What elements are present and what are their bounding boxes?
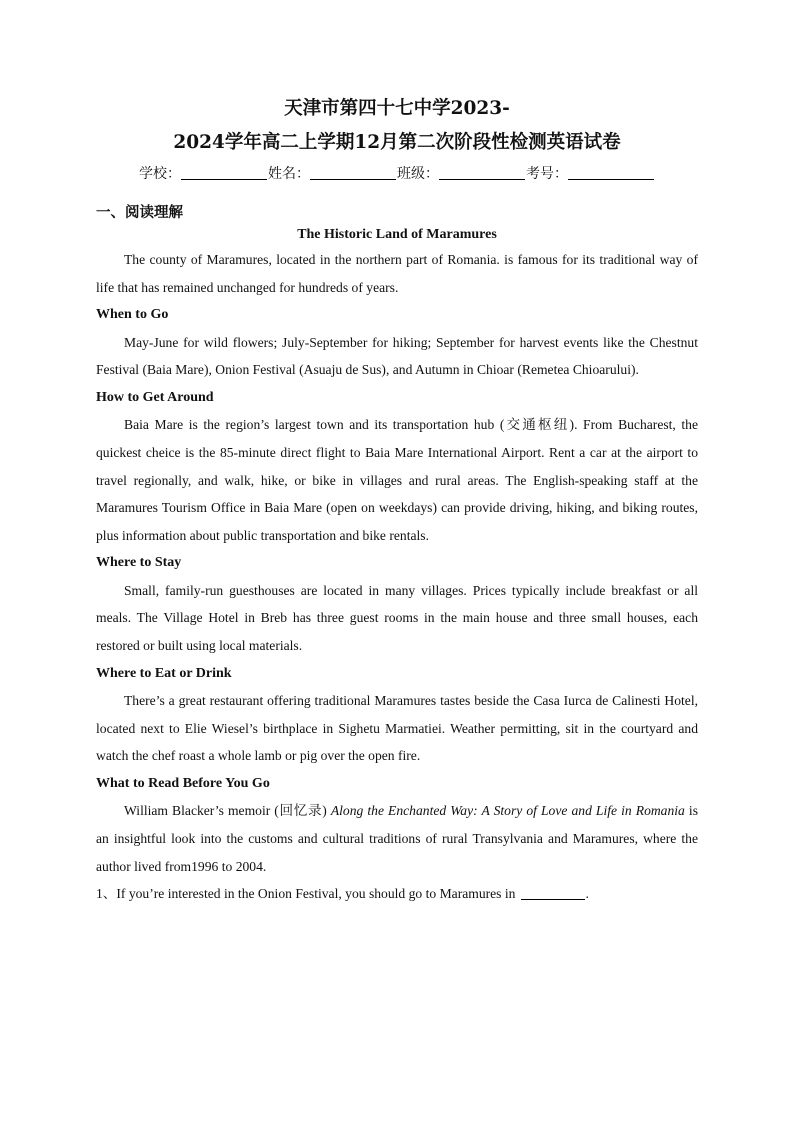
- section-title: 一、阅读理解: [96, 205, 183, 221]
- paragraph-when-to-go: May-June for wild flowers; July-September for hiking; September for harvest events like the Chestnut Festival (Baia Mare), Onion Festival (Asuaju de Sus), and Autumn in Chioar (Remetea Chioarului).: [96, 334, 698, 378]
- name-label: 姓名：: [268, 166, 310, 182]
- exam-title-line2: 2024学年高二上学期12月第二次阶段性检测英语试卷: [173, 132, 621, 153]
- name-blank[interactable]: [310, 165, 396, 180]
- heading-when-to-go: When to Go: [96, 307, 169, 323]
- number-blank[interactable]: [568, 165, 654, 180]
- student-info-line: [96, 162, 698, 186]
- question-1-text: 1、If you’re interested in the Onion Festival, you should go to Maramures in: [96, 886, 516, 902]
- paragraph-where-to-stay: Small, family-run guesthouses are located in many villages. Prices typically include breakfast or all meals. The Village Hotel in Breb has three guest rooms in the main house and three small houses, each restored or built using local materials.: [96, 582, 698, 654]
- question-1-blank[interactable]: [521, 886, 585, 900]
- read-text-post: is an insightful look into the customs and cultural traditions of rural Transylvania and Maramures, where the author lived from1996 to 2004.: [96, 803, 698, 874]
- exam-page: [96, 92, 698, 908]
- article-title: The Historic Land of Maramures: [297, 227, 497, 242]
- article-intro: The county of Maramures, located in the northern part of Romania. is famous for its traditional way of life that has remained unchanged for hundreds of years.: [96, 252, 698, 295]
- question-1: 1、If you’re interested in the Onion Festival, you should go to Maramures in .: [96, 886, 589, 902]
- class-label: 班级：: [397, 166, 439, 182]
- paragraph-where-to-eat: There’s a great restaurant offering traditional Maramures tastes beside the Casa Iurca de Calinesti Hotel, located next to Elie Wiesel’s birthplace in Sighetu Marmatiei. Weather permitting, sit in the courtyard and watch the chef roast a whole lamb or pig over the open fire.: [96, 693, 698, 764]
- number-label: 考号：: [526, 166, 568, 182]
- school-blank[interactable]: [181, 165, 267, 180]
- paragraph-how-to-get-around: Baia Mare is the region’s largest town and its transportation hub (交通枢纽). From Bucharest, the quickest cheice is the 85-minute direct flight to Baia Mare International Airport. Rent a car at the airport to travel regionally, and walk, hike, or bike in villages and rural areas. The English-speaking staff at the Maramures Tourism Office in Baia Mare (open on weekdays) can provide driving, hiking, and biking routes, plus information about public transportation and bike rentals.: [96, 417, 698, 543]
- read-text-pre: William Blacker’s memoir (回忆录): [124, 803, 331, 819]
- heading-what-to-read: What to Read Before You Go: [96, 775, 270, 791]
- school-label: 学校：: [139, 166, 181, 182]
- class-blank[interactable]: [439, 165, 525, 180]
- heading-how-to-get-around: How to Get Around: [96, 389, 214, 405]
- paragraph-what-to-read: [96, 797, 698, 880]
- exam-title-line1: 天津市第四十七中学2023-: [284, 98, 510, 119]
- heading-where-to-eat: Where to Eat or Drink: [96, 665, 232, 681]
- book-title: Along the Enchanted Way: A Story of Love and Life in Romania: [330, 803, 685, 819]
- heading-where-to-stay: Where to Stay: [96, 555, 182, 571]
